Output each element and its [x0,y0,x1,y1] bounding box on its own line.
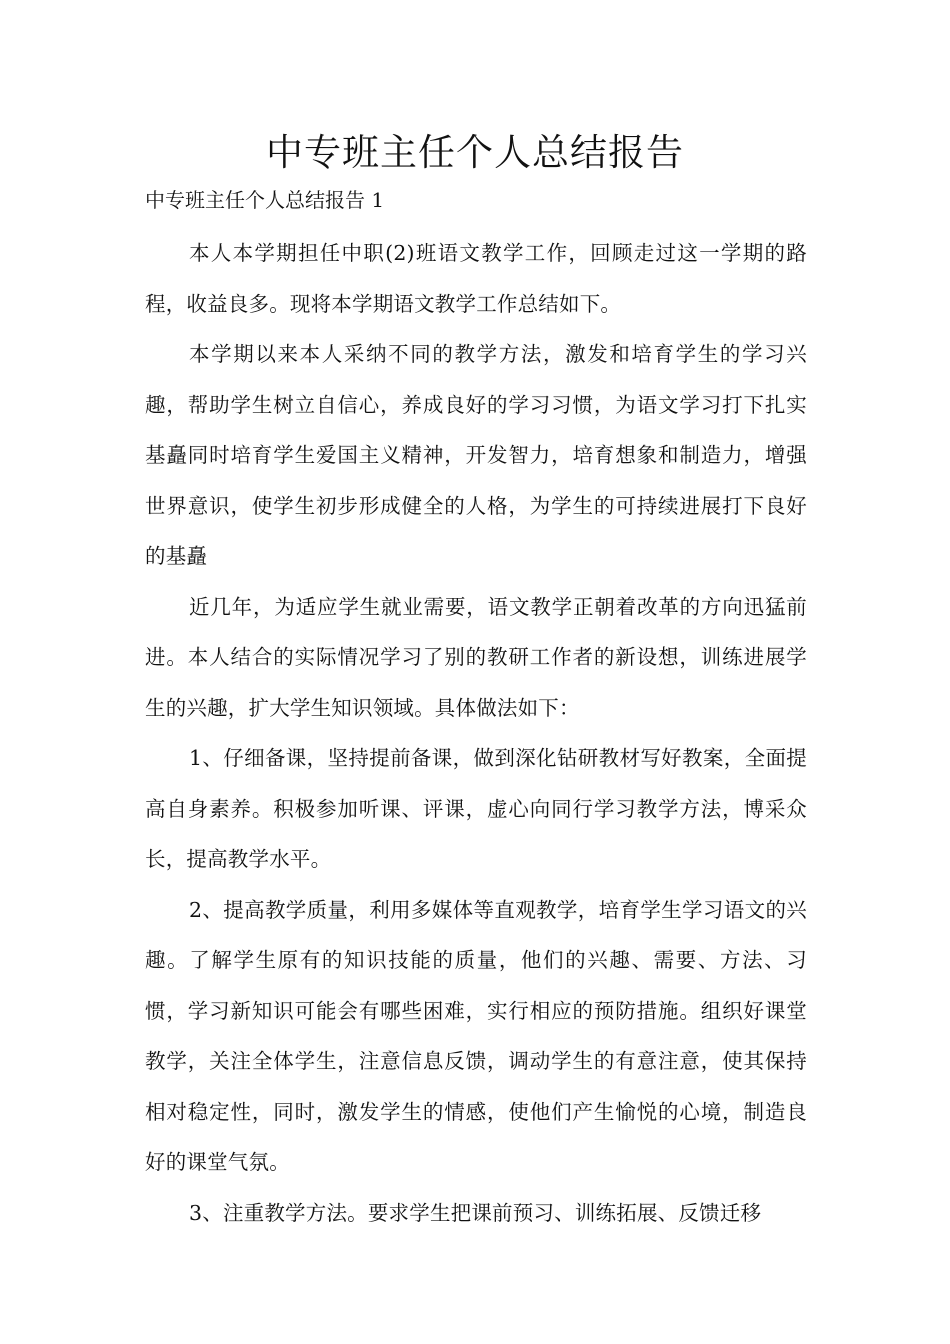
paragraph: 近几年，为适应学生就业需要，语文教学正朝着改革的方向迅猛前进。本人结合的实际情况学习了别的教研工作者的新设想，训练进展学生的兴趣，扩大学生知识领域。具体做法如下： [145,594,807,720]
section-heading: 中专班主任个人总结报告 1 [145,188,385,212]
paragraph: 3、注重教学方法。要求学生把课前预习、训练拓展、反馈迁移 [189,1200,762,1225]
document-title: 中专班主任个人总结报告 [266,131,684,174]
paragraph: 1、仔细备课，坚持提前备课，做到深化钻研教材写好教案，全面提高自身素养。积极参加听课、评课，虚心向同行学习教学方法，博采众长，提高教学水平。 [145,746,807,871]
document-body [145,228,807,1238]
paragraph: 2、提高教学质量，利用多媒体等直观教学，培育学生学习语文的兴趣。了解学生原有的知识技能的质量，他们的兴趣、需要、方法、习惯，学习新知识可能会有哪些困难，实行相应的预防措施。组织好课堂教学，关注全体学生，注意信息反馈，调动学生的有意注意，使其保持相对稳定性，同时，激发学生的情感，使他们产生愉悦的心境，制造良好的课堂气氛。 [145,897,807,1174]
paragraph: 本人本学期担任中职(2)班语文教学工作，回顾走过这一学期的路程，收益良多。现将本学期语文教学工作总结如下。 [145,241,807,316]
paragraph: 本学期以来本人采纳不同的教学方法，激发和培育学生的学习兴趣，帮助学生树立自信心，养成良好的学习习惯，为语文学习打下扎实基矗同时培育学生爱国主义精神，开发智力，培育想象和制造力，增强世界意识，使学生初步形成健全的人格，为学生的可持续进展打下良好的基矗 [145,342,807,568]
